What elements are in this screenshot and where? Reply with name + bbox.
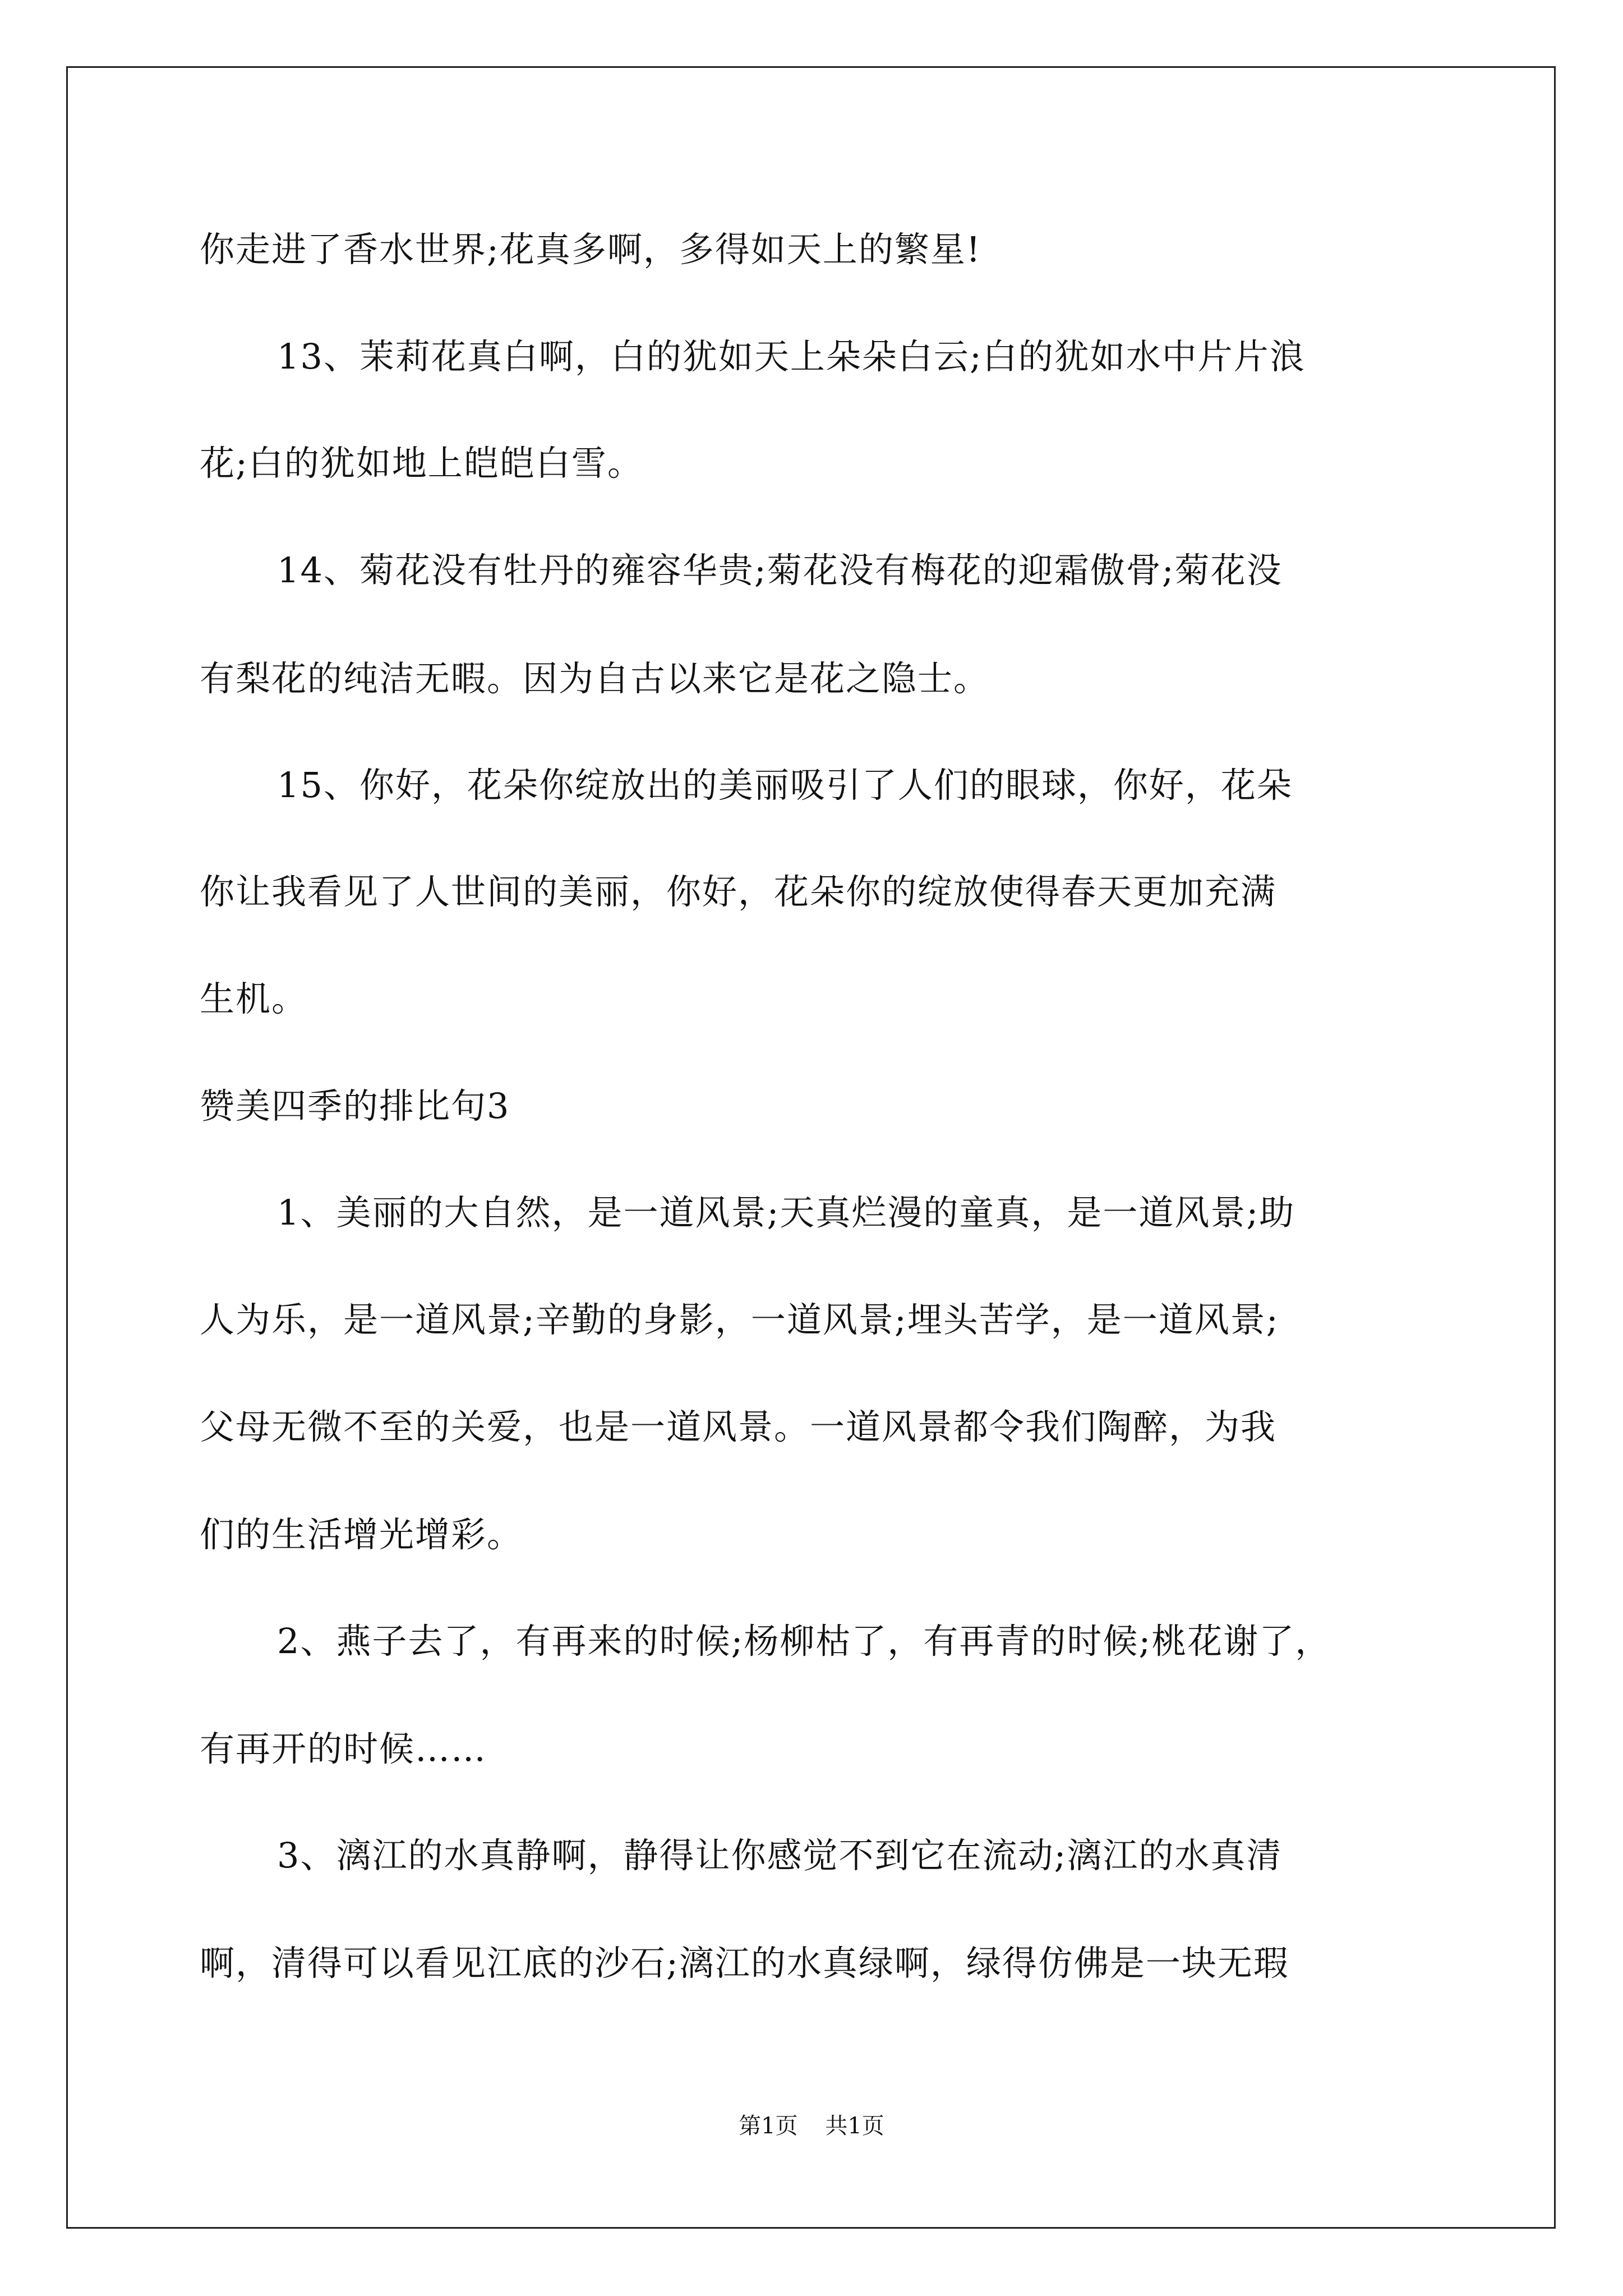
item-3-line-1: 3、漓江的水真静啊，静得让你感觉不到它在流动;漓江的水真清 — [277, 1835, 1283, 1876]
item-1-line-2: 人为乐，是一道风景;辛勤的身影，一道风景;埋头苦学，是一道风景; — [200, 1299, 1279, 1340]
section-heading: 赞美四季的排比句3 — [200, 1085, 510, 1126]
item-2-line-2: 有再开的时候…… — [200, 1728, 487, 1769]
page-number: 第1页 — [739, 2113, 798, 2139]
item-3-line-2: 啊，清得可以看见江底的沙石;漓江的水真绿啊，绿得仿佛是一块无瑕 — [200, 1943, 1289, 1984]
page-total: 共1页 — [825, 2113, 884, 2139]
item-1-line-3: 父母无微不至的关爱，也是一道风景。一道风景都令我们陶醉，为我 — [200, 1406, 1277, 1447]
paragraph-15-line-3: 生机。 — [200, 978, 308, 1019]
paragraph-13-line-1: 13、茉莉花真白啊，白的犹如天上朵朵白云;白的犹如水中片片浪 — [277, 336, 1306, 377]
item-1-line-4: 们的生活增光增彩。 — [200, 1514, 523, 1555]
page-border — [66, 66, 1556, 2229]
paragraph-14-line-1: 14、菊花没有牡丹的雍容华贵;菊花没有梅花的迎霜傲骨;菊花没 — [277, 550, 1283, 591]
item-1-line-1: 1、美丽的大自然，是一道风景;天真烂漫的童真，是一道风景;助 — [277, 1192, 1295, 1233]
page-footer — [0, 2112, 1623, 2140]
paragraph-15-line-1: 15、你好，花朵你绽放出的美丽吸引了人们的眼球，你好，花朵 — [277, 765, 1293, 806]
paragraph-15-line-2: 你让我看见了人世间的美丽，你好，花朵你的绽放使得春天更加充满 — [200, 871, 1277, 912]
text-line: 你走进了香水世界;花真多啊，多得如天上的繁星! — [200, 229, 981, 270]
paragraph-14-line-2: 有梨花的纯洁无暇。因为自古以来它是花之隐士。 — [200, 658, 990, 699]
paragraph-13-line-2: 花;白的犹如地上皑皑白雪。 — [200, 443, 643, 484]
item-2-line-1: 2、燕子去了，有再来的时候;杨柳枯了，有再青的时候;桃花谢了， — [277, 1621, 1331, 1662]
